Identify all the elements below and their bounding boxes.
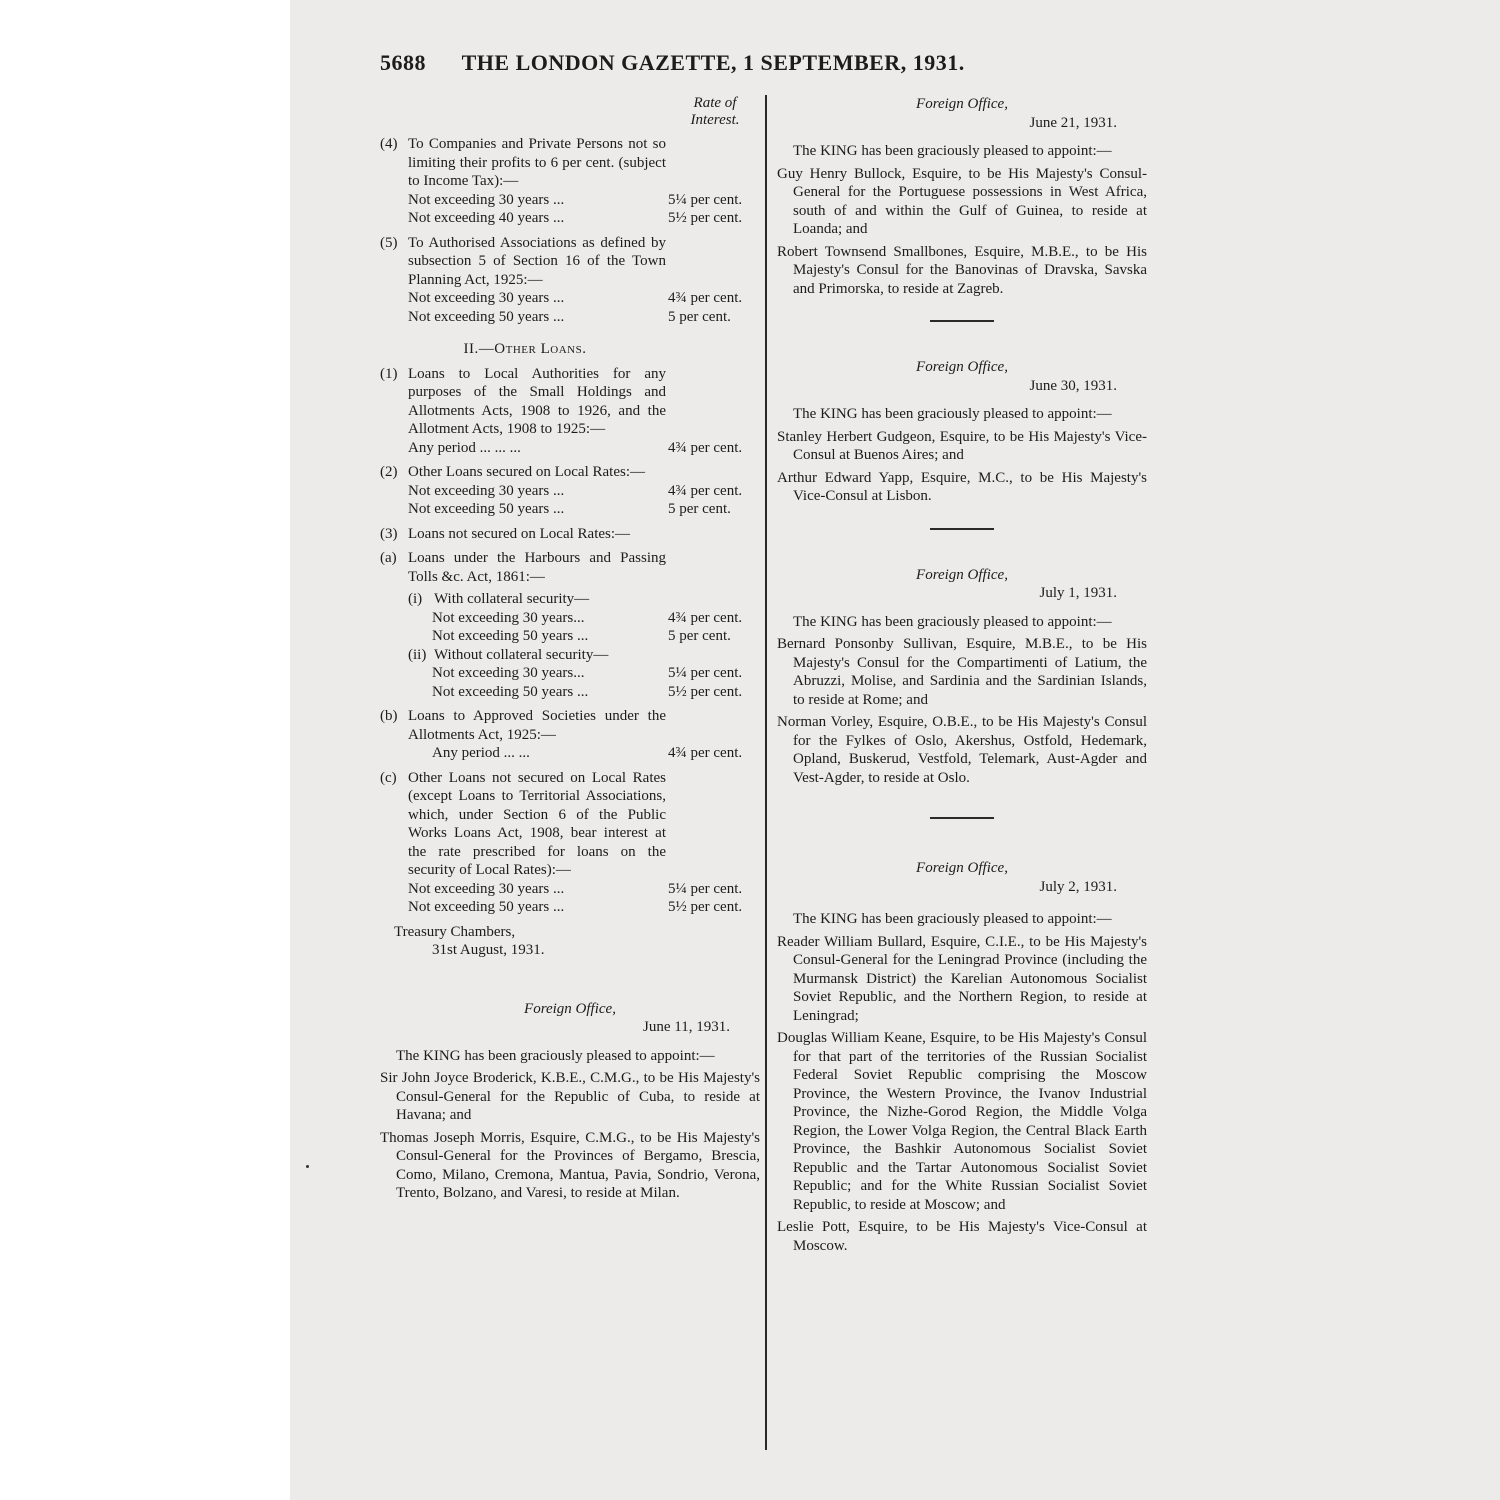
item-number: (5) — [380, 234, 398, 251]
rate: 5 per cent. — [668, 501, 731, 517]
appointment: Arthur Edward Yapp, Esquire, M.C., to be His Majesty's Vice-Consul at Lisbon. — [777, 469, 1147, 504]
term: Not exceeding 50 years ... — [408, 501, 565, 517]
item-number: (1) — [380, 365, 398, 382]
notice-block — [777, 859, 1147, 1255]
notice-lead: The KING has been graciously pleased to appoint:— — [793, 406, 1112, 422]
page-header — [380, 50, 965, 76]
loan-item — [380, 549, 760, 586]
item-text: To Companies and Private Persons not so limiting their profits to 6 per cent. (subject to Income Tax):— — [408, 136, 666, 189]
notice-place: Foreign Office, — [524, 1000, 616, 1017]
signoff-place: Treasury Chambers, — [394, 923, 516, 940]
item-text: Other Loans not secured on Local Rates (except Loans to Territorial Associations, which, under Section 6 of the Public Works Loans Act, 1908, bear interest at the rate prescribed for loans on the security of Local Rates):— — [408, 769, 666, 878]
rate-row — [380, 289, 760, 308]
term: Not exceeding 50 years ... — [432, 683, 589, 700]
sub-item-number: (i) — [408, 591, 423, 607]
gazette-page — [290, 0, 1500, 1500]
notice-date: June 21, 1931. — [1029, 114, 1117, 131]
term: Not exceeding 30 years ... — [408, 482, 565, 499]
rate-row — [380, 500, 760, 519]
loan-item — [380, 463, 760, 482]
section-rule — [930, 528, 994, 530]
item-text: Loans not secured on Local Rates:— — [408, 525, 631, 542]
section-heading: II.—Other Loans. — [463, 341, 587, 357]
rate: 5 per cent. — [668, 628, 731, 644]
appointment: Stanley Herbert Gudgeon, Esquire, to be His Majesty's Vice-Consul at Buenos Aires; and — [777, 428, 1147, 463]
notice-lead: The KING has been graciously pleased to appoint:— — [793, 143, 1112, 159]
left-column — [380, 95, 760, 1203]
notice-block — [380, 1000, 760, 1203]
notice-lead: The KING has been graciously pleased to appoint:— — [793, 911, 1112, 927]
notice-date: July 1, 1931. — [1039, 585, 1117, 601]
section-rule — [930, 320, 994, 322]
item-number: (b) — [380, 708, 398, 724]
sub-item — [380, 646, 760, 665]
rate-row — [380, 880, 760, 899]
loan-item — [380, 525, 760, 544]
section-rule — [930, 817, 994, 819]
rate: 5½ per cent. — [668, 899, 743, 915]
rate: 4¾ per cent. — [668, 609, 743, 626]
sub-item — [380, 590, 760, 609]
item-text: To Authorised Associations as defined by subsection 5 of Section 16 of the Town Planning Act, 1925:— — [408, 234, 666, 288]
item-text: Loans to Local Authorities for any purposes of the Small Holdings and Allotments Acts, 1908 to 1926, and the Allotment Acts, 1908 to 1925:— — [408, 365, 666, 437]
right-column — [777, 95, 1147, 1255]
rate: 4¾ per cent. — [668, 482, 743, 499]
term: Not exceeding 30 years... — [432, 609, 585, 626]
term: Not exceeding 50 years ... — [408, 899, 565, 915]
item-number: (4) — [380, 136, 398, 152]
sub-item-text: With collateral security— — [434, 591, 590, 607]
appointment: Robert Townsend Smallbones, Esquire, M.B.E., to be His Majesty's Consul for the Banovinas of Dravska, Savska and Primorska, to reside at Zagreb. — [777, 243, 1147, 297]
item-number: (a) — [380, 550, 397, 566]
term: Not exceeding 50 years ... — [432, 628, 589, 644]
rate: 4¾ per cent. — [668, 439, 743, 456]
term: Not exceeding 30 years ... — [408, 880, 565, 897]
notice-block — [777, 566, 1147, 788]
page-number: 5688 — [380, 50, 426, 75]
rate-row — [380, 744, 760, 763]
loan-item — [380, 365, 760, 439]
notice-block — [777, 95, 1147, 298]
appointment: Leslie Pott, Esquire, to be His Majesty's Vice-Consul at Moscow. — [777, 1219, 1147, 1254]
loan-item — [380, 769, 760, 880]
term: Not exceeding 30 years ... — [408, 191, 565, 208]
appointment: Thomas Joseph Morris, Esquire, C.M.G., to be His Majesty's Consul-General for the Provinces of Bergamo, Brescia, Como, Milano, Cremona, Mantua, Pavia, Sondrio, Verona, Trento, Bolzano, and Varesi, to reside at Milan. — [380, 1129, 760, 1201]
term: Not exceeding 50 years ... — [408, 308, 565, 325]
notice-lead: The KING has been graciously pleased to appoint:— — [793, 613, 1112, 630]
rate: 4¾ per cent. — [668, 290, 743, 306]
item-text: Loans to Approved Societies under the Allotments Act, 1925:— — [408, 708, 666, 743]
rate: 5¼ per cent. — [668, 665, 743, 681]
notice-date: June 11, 1931. — [643, 1019, 730, 1035]
rate-row — [380, 627, 760, 646]
item-number: (3) — [380, 525, 398, 542]
rate: 5¼ per cent. — [668, 191, 743, 208]
item-text: Other Loans secured on Local Rates:— — [408, 464, 646, 480]
notice-date: June 30, 1931. — [1029, 377, 1117, 394]
item-text: Loans under the Harbours and Passing Tolls &c. Act, 1861:— — [408, 550, 666, 585]
appointment: Sir John Joyce Broderick, K.B.E., C.M.G., to be His Majesty's Consul-General for the Republic of Cuba, to reside at Havana; and — [380, 1070, 760, 1123]
term: Any period ... ... ... — [408, 439, 521, 456]
notice-place: Foreign Office, — [916, 96, 1008, 112]
page-title: THE LONDON GAZETTE, 1 SEPTEMBER, 1931. — [461, 50, 965, 75]
rate: 5¼ per cent. — [668, 880, 743, 897]
appointment: Reader William Bullard, Esquire, C.I.E., to be His Majesty's Consul-General for the Leningrad Province (including the Murmansk District) the Karelian Autonomous Socialist Soviet Republic, and the Northern Region, to reside at Leningrad; — [777, 933, 1147, 1024]
loan-item — [380, 707, 760, 744]
appointment: Bernard Ponsonby Sullivan, Esquire, M.B.E., to be His Majesty's Consul for the Compartimenti of Latium, the Abruzzi, Molise, and Sardinia and the Sardinian Islands, to reside at Rome; and — [777, 636, 1147, 708]
rate-row — [380, 898, 760, 917]
column-divider — [765, 95, 767, 1450]
loan-item — [380, 135, 760, 191]
rate-row — [380, 482, 760, 501]
notice-place: Foreign Office, — [916, 566, 1008, 583]
rate-row — [380, 664, 760, 683]
item-number: (c) — [380, 769, 397, 786]
rate-row — [380, 308, 760, 327]
sub-item-number: (ii) — [408, 646, 427, 663]
notice-place: Foreign Office, — [916, 860, 1008, 876]
appointment: Douglas William Keane, Esquire, to be His Majesty's Consul for that part of the territories of the Russian Socialist Federal Soviet Republic comprising the Moscow Province, the Western Province, the Ivanov Industrial Province, the Nizhe-Gorod Region, the Middle Volga Region, the Lower Volga Region, the Central Black Earth Province, the Bashkir Autonomous Socialist Soviet Republic and the Tartar Autonomous Socialist Soviet Republic; and for the White Russian Socialist Soviet Republic, to reside at Moscow; and — [777, 1030, 1147, 1213]
rate-row — [380, 191, 760, 210]
appointment: Norman Vorley, Esquire, O.B.E., to be His Majesty's Consul for the Fylkes of Oslo, Akershus, Ostfold, Hedemark, Opland, Buskerud, Vestfold, Telemark, Aust-Agder and Vest-Agder, to reside at Oslo. — [777, 714, 1147, 786]
appointment: Guy Henry Bullock, Esquire, to be His Majesty's Consul-General for the Portuguese possessions in West Africa, south of and within the Gulf of Guinea, to reside at Loanda; and — [777, 165, 1147, 237]
rate: 5 per cent. — [668, 308, 731, 325]
print-speck — [306, 1165, 309, 1168]
term: Not exceeding 40 years ... — [408, 210, 565, 226]
signoff-date: 31st August, 1931. — [432, 942, 545, 958]
rate-row — [380, 609, 760, 628]
sub-item-text: Without collateral security— — [434, 646, 609, 663]
notice-block — [777, 358, 1147, 506]
rate: 4¾ per cent. — [668, 745, 743, 761]
term: Not exceeding 30 years... — [432, 665, 585, 681]
notice-date: July 2, 1931. — [1039, 878, 1117, 895]
rate: 5½ per cent. — [668, 210, 743, 226]
notice-lead: The KING has been graciously pleased to appoint:— — [396, 1047, 715, 1064]
notice-place: Foreign Office, — [916, 359, 1008, 375]
rate-row — [380, 439, 760, 458]
item-number: (2) — [380, 464, 398, 480]
loan-item — [380, 234, 760, 290]
rate-row — [380, 683, 760, 702]
term: Not exceeding 30 years ... — [408, 290, 565, 306]
rate-row — [380, 209, 760, 228]
term: Any period ... ... — [432, 745, 530, 761]
rate-header: Rate of Interest. — [690, 95, 740, 128]
rate: 5½ per cent. — [668, 683, 743, 700]
